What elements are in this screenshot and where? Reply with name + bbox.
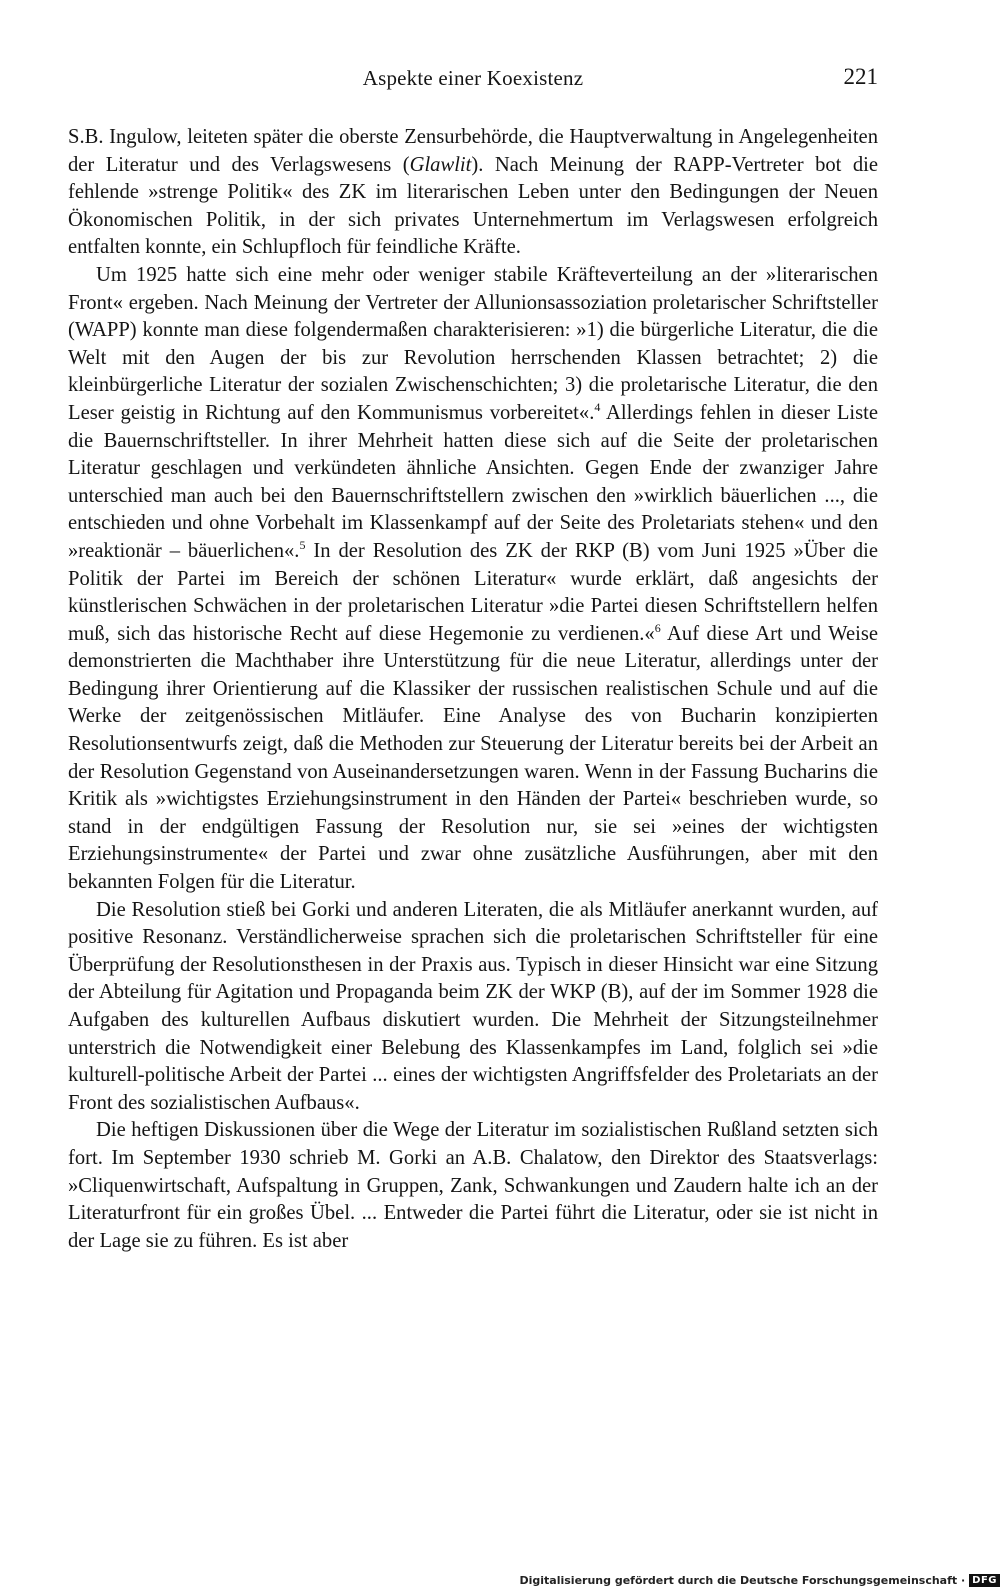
footnote-ref: 6 <box>654 620 661 635</box>
credit-text: Digitalisierung gefördert durch die Deutsche Forschungsgemeinschaft · <box>519 1573 966 1587</box>
body-text <box>68 124 878 1255</box>
text-segment: Die heftigen Diskussionen über die Wege der Literatur im sozialistischen Rußland setzten sich fort. Im September 1930 schrieb M. Gorki an A.B. Chalatow, den Direktor des Staatsverlags: »Cliquenwirtschaft, Aufspaltung in Gruppen, Zank, Schwankungen und Zaudern halte ich an der Literaturfront für ein großes Übel. ... Entweder die Partei führt die Literatur, oder sie ist nicht in der Lage sie zu führen. Es ist aber <box>68 1119 878 1252</box>
footnote-ref: 5 <box>299 537 306 552</box>
text-segment: S.B. Ingulow, leiteten später die oberste Zensurbehörde, die Hauptverwaltung in Angelegenheiten der Literatur und des Verlagswesens ( <box>68 126 878 176</box>
footnote-ref: 4 <box>594 399 601 414</box>
italic-text: Glawlit <box>409 153 472 176</box>
paragraph <box>68 897 878 1118</box>
digitization-credit <box>519 1572 1000 1588</box>
paragraph <box>68 124 878 262</box>
text-segment: Die Resolution stieß bei Gorki und anderen Literaten, die als Mitläufer anerkannt wurden, auf positive Resonanz. Verständlicherweise sprachen sich die proletarischen Schriftsteller für eine Überprüfung der Resolutionsthesen in der Praxis aus. Typisch in dieser Hinsicht war eine Sitzung der Abteilung für Agitation und Propaganda beim ZK der WKP (B), auf der im Sommer 1928 die Aufgaben des kulturellen Aufbaus diskutiert wurden. Die Mehrheit der Sitzungsteilnehmer unterstrich die Notwendigkeit einer Belebung des Klassenkampfes im Land, folglich sei »die kulturell-politische Arbeit der Partei ... eines der wichtigsten Angriffsfelder des Proletariats an der Front des sozialistischen Aufbaus«. <box>68 898 878 1114</box>
dfg-logo: DFG <box>969 1574 1000 1587</box>
page-number: 221 <box>843 64 878 89</box>
paragraph <box>68 262 878 897</box>
page-header <box>68 66 878 96</box>
text-segment: Um 1925 hatte sich eine mehr oder weniger stabile Kräfteverteilung an der »literarischen Front« ergeben. Nach Meinung der Vertreter der Allunionsassoziation proletarischer Schriftsteller (WAPP) konnte man diese folgendermaßen charakterisieren: »1) die bürgerliche Literatur, die die Welt mit den Augen der bis zur Revolution herrschenden Klassen betrachtet; 2) die kleinbürgerliche Literatur der sozialen Zwischenschichten; 3) die proletarische Literatur, die den Leser geistig in Richtung auf den Kommunismus vorbereitet«. <box>68 263 878 424</box>
text-segment: Auf diese Art und Weise demonstrierten die Machthaber ihre Unterstützung für die neue Literatur, allerdings unter der Bedingung ihrer Orientierung auf die Klassiker der russischen realistischen Schule und auf die Werke der zeitgenössischen Mitläufer. Eine Analyse des von Bucharin konzipierten Resolutionsentwurfs zeigt, daß die Methoden zur Steuerung der Literatur bereits bei der Arbeit an der Resolution Gegenstand von Auseinandersetzungen waren. Wenn in der Fassung Bucharins die Kritik als »wichtigstes Erziehungsinstrument in den Händen der Partei« beschrieben wurde, so stand in der endgültigen Fassung der Resolution nur, sie sei »eines der wichtigsten Erziehungsinstrumente« der Partei und zwar ohne zusätzliche Ausführungen, aber mit den bekannten Folgen für die Literatur. <box>68 622 878 894</box>
running-title: Aspekte einer Koexistenz <box>362 66 584 90</box>
paragraph <box>68 1117 878 1255</box>
text-segment: Allerdings fehlen in dieser Liste die Bauernschriftsteller. In ihrer Mehrheit hatten diese sich auf die Seite der proletarischen Literatur geschlagen und verkündeten ähnliche Ansichten. Gegen Ende der zwanziger Jahre unterschied man auch bei den Bauernschriftstellern zwischen den »wirklich bäuerlichen ..., die entschieden und ohne Vorbehalt im Klassenkampf auf der Seite des Proletariats stehen« und den »reaktionär – bäuerlichen«. <box>68 401 878 562</box>
text-segment: ). Nach Meinung der RAPP-Vertreter bot die fehlende »strenge Politik« des ZK im literarischen Leben unter den Bedingungen der Neuen Ökonomischen Politik, in der sich privates Unternehmertum im Verlagswesen erfolgreich entfalten konnte, ein Schlupfloch für feindliche Kräfte. <box>68 153 878 259</box>
text-segment: In der Resolution des ZK der RKP (B) vom Juni 1925 »Über die Politik der Partei im Bereich der schönen Literatur« wurde erklärt, daß angesichts der künstlerischen Schwächen in der proletarischen Literatur »die Partei diesen Schriftstellern helfen muß, sich das historische Recht auf diese Hegemonie zu verdienen.« <box>68 539 878 645</box>
